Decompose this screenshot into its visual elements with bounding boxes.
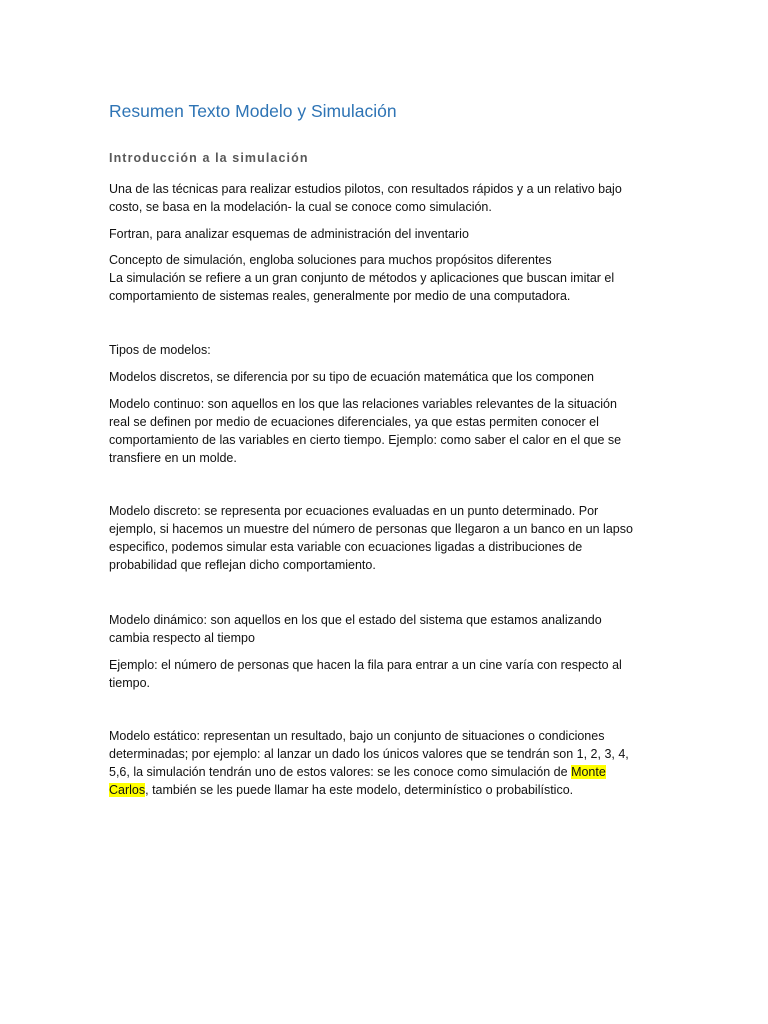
paragraph-line — [109, 781, 629, 799]
paragraph-line: Modelos discretos, se diferencia por su tipo de ecuación matemática que los componen — [109, 370, 594, 384]
paragraph-line: ejemplo, si hacemos un muestre del número de personas que llegaron a un banco en un lapso — [109, 522, 633, 536]
highlighted-text: Monte — [571, 765, 606, 779]
document-title: Resumen Texto Modelo y Simulación — [109, 101, 397, 121]
paragraph-line: Ejemplo: el número de personas que hacen la fila para entrar a un cine varía con respecto al — [109, 658, 622, 672]
paragraph-line: real se definen por medio de ecuaciones diferenciales, ya que estas permiten conocer el — [109, 415, 599, 429]
paragraph-discrete-models — [109, 368, 594, 386]
paragraph-line: tiempo. — [109, 676, 150, 690]
paragraph-dynamic-model — [109, 611, 602, 647]
paragraph-line: Modelo estático: representan un resultado, bajo un conjunto de situaciones o condiciones — [109, 729, 605, 743]
section-subtitle: Introducción a la simulación — [109, 151, 309, 165]
paragraph-model-types — [109, 341, 211, 359]
paragraph-line: especifico, podemos simular esta variable con ecuaciones ligadas a distribuciones de — [109, 540, 583, 554]
paragraph-line: Una de las técnicas para realizar estudios pilotos, con resultados rápidos y a un relativo bajo — [109, 182, 622, 196]
text-run: , también se les puede llamar ha este modelo, determinístico o probabilístico. — [145, 783, 574, 797]
paragraph-line: Modelo dinámico: son aquellos en los que el estado del sistema que estamos analizando — [109, 613, 602, 627]
paragraph-line: Tipos de modelos: — [109, 343, 211, 357]
paragraph-line: probabilidad que reflejan dicho comportamiento. — [109, 558, 376, 572]
paragraph-line: comportamiento de las variables en cierto tiempo. Ejemplo: como saber el calor en el que se — [109, 433, 622, 447]
paragraph-intro — [109, 180, 622, 216]
paragraph-line: comportamiento de sistemas reales, generalmente por medio de una computadora. — [109, 289, 571, 303]
paragraph-line — [109, 763, 629, 781]
paragraph-fortran — [109, 225, 469, 243]
paragraph-line: La simulación se refiere a un gran conjunto de métodos y aplicaciones que buscan imitar el — [109, 271, 615, 285]
text-run: 5,6, la simulación tendrán uno de estos valores: se les conoce como simulación de — [109, 765, 572, 779]
paragraph-line: determinadas; por ejemplo: al lanzar un dado los únicos valores que se tendrán son 1, 2, 3, 4, — [109, 747, 629, 761]
paragraph-line: Fortran, para analizar esquemas de administración del inventario — [109, 227, 469, 241]
paragraph-line: Concepto de simulación, engloba soluciones para muchos propósitos diferentes — [109, 253, 552, 267]
paragraph-discrete-model — [109, 502, 633, 574]
paragraph-line: cambia respecto al tiempo — [109, 631, 255, 645]
paragraph-static-model — [109, 727, 629, 799]
paragraph-line: transfiere en un molde. — [109, 451, 237, 465]
highlighted-text: Carlos — [109, 783, 146, 797]
paragraph-dynamic-example — [109, 656, 622, 692]
paragraph-line: Modelo continuo: son aquellos en los que las relaciones variables relevantes de la situación — [109, 397, 617, 411]
paragraph-concept — [109, 251, 614, 305]
paragraph-line: costo, se basa en la modelación- la cual se conoce como simulación. — [109, 200, 492, 214]
paragraph-continuous-model — [109, 395, 621, 467]
paragraph-line: Modelo discreto: se representa por ecuaciones evaluadas en un punto determinado. Por — [109, 504, 599, 518]
